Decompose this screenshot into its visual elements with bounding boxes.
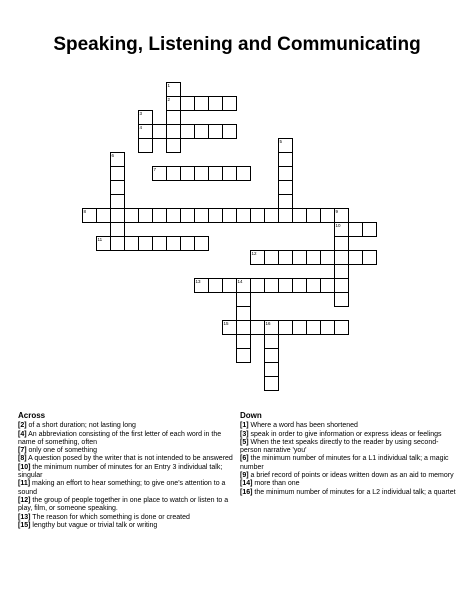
- clue-number: [2]: [18, 422, 27, 430]
- grid-cell[interactable]: [320, 250, 335, 265]
- clue-number-label: 4: [139, 124, 143, 130]
- clue-number: [13]: [18, 513, 31, 521]
- grid-cell[interactable]: [222, 96, 237, 111]
- grid-cell[interactable]: [222, 166, 237, 181]
- grid-cell[interactable]: [334, 264, 349, 279]
- clue-number-label: 8: [83, 208, 87, 214]
- clue-text: the minimum number of minutes for an Entry 3 individual talk; singular: [18, 463, 223, 480]
- grid-cell[interactable]: [292, 250, 307, 265]
- clue-text: A question posed by the writer that is not intended to be answered: [26, 455, 233, 463]
- clue-number-label: 11: [97, 236, 103, 242]
- grid-cell[interactable]: [222, 208, 237, 223]
- clue-number-label: 6: [111, 152, 115, 158]
- grid-cell[interactable]: [264, 362, 279, 377]
- grid-cell[interactable]: [306, 278, 321, 293]
- grid-cell[interactable]: [166, 110, 181, 125]
- down-heading: Down: [240, 411, 262, 420]
- across-clue: [18, 514, 233, 522]
- grid-cell[interactable]: [278, 208, 293, 223]
- clue-number: [10]: [18, 463, 31, 471]
- grid-cell[interactable]: [124, 236, 139, 251]
- clue-text: The reason for which something is done or created: [30, 513, 190, 521]
- clue-text: the group of people together in one place to watch or listen to a play, film, or someone speaking.: [18, 496, 229, 513]
- grid-cell[interactable]: [110, 222, 125, 237]
- grid-cell[interactable]: [194, 236, 209, 251]
- grid-cell[interactable]: [306, 320, 321, 335]
- grid-cell[interactable]: [208, 124, 223, 139]
- clue-number: [14]: [240, 480, 253, 488]
- clue-number: [12]: [18, 496, 31, 504]
- grid-cell[interactable]: [180, 124, 195, 139]
- clue-number-label: 13: [195, 278, 201, 284]
- grid-cell[interactable]: [278, 320, 293, 335]
- clue-text: When the text speaks directly to the reader by using second-person narrative 'you': [240, 438, 439, 455]
- clue-text: An abbreviation consisting of the first letter of each word in the name of something, often: [18, 430, 222, 446]
- grid-cell[interactable]: [320, 278, 335, 293]
- across-clues: [18, 412, 233, 530]
- grid-cell[interactable]: [194, 124, 209, 139]
- clue-text: speak in order to give information or express ideas or feelings: [248, 430, 442, 438]
- grid-cell[interactable]: [124, 208, 139, 223]
- clue-number: [9]: [240, 472, 249, 480]
- clue-number: [8]: [18, 455, 27, 463]
- grid-cell[interactable]: [334, 320, 349, 335]
- clue-text: a brief record of points or ideas written down as an aid to memory: [248, 472, 454, 480]
- grid-cell[interactable]: [250, 278, 265, 293]
- grid-cell[interactable]: [362, 250, 377, 265]
- down-clue: [240, 439, 458, 456]
- clue-text: making an effort to hear something; to give one's attention to a sound: [18, 480, 226, 496]
- across-clue: [18, 447, 233, 455]
- clue-text: only one of something: [26, 447, 97, 455]
- grid-cell[interactable]: [110, 166, 125, 181]
- grid-cell[interactable]: [152, 236, 167, 251]
- grid-cell[interactable]: [138, 138, 153, 153]
- grid-cell[interactable]: [180, 236, 195, 251]
- grid-cell[interactable]: [278, 250, 293, 265]
- clue-number-label: 9: [335, 208, 339, 214]
- clue-text: the minimum number of minutes for a L2 individual talk; a quartet: [252, 488, 456, 496]
- grid-cell[interactable]: [348, 222, 363, 237]
- across-clue: [18, 422, 233, 430]
- clue-text: more than one: [252, 480, 300, 488]
- clue-number-label: 10: [335, 222, 341, 228]
- across-clue: [18, 497, 233, 514]
- grid-cell[interactable]: [306, 250, 321, 265]
- clue-text: lengthy but vague or trivial talk or writing: [30, 521, 158, 529]
- grid-cell[interactable]: [138, 236, 153, 251]
- down-clue: [240, 489, 458, 497]
- grid-cell[interactable]: [292, 278, 307, 293]
- grid-cell[interactable]: [208, 96, 223, 111]
- across-clue-list: [18, 422, 233, 530]
- grid-cell[interactable]: [152, 208, 167, 223]
- clue-number-label: 14: [237, 278, 243, 284]
- down-clue: [240, 472, 458, 480]
- across-clue: [18, 480, 233, 497]
- clue-number: [3]: [240, 430, 249, 438]
- grid-cell[interactable]: [194, 208, 209, 223]
- grid-cell[interactable]: [264, 208, 279, 223]
- grid-cell[interactable]: [264, 278, 279, 293]
- clue-text: of a short duration; not lasting long: [26, 422, 136, 430]
- grid-cell[interactable]: [306, 208, 321, 223]
- across-heading: Across: [18, 411, 46, 420]
- grid-cell[interactable]: [264, 348, 279, 363]
- down-clue: [240, 480, 458, 488]
- clue-number: [1]: [240, 422, 249, 430]
- grid-cell[interactable]: [166, 236, 181, 251]
- clue-number-label: 2: [167, 96, 171, 102]
- grid-cell[interactable]: [292, 208, 307, 223]
- grid-cell[interactable]: [348, 250, 363, 265]
- clue-number-label: 15: [223, 320, 229, 326]
- down-clues: [240, 412, 458, 497]
- grid-cell[interactable]: [334, 278, 349, 293]
- grid-cell[interactable]: [236, 320, 251, 335]
- clue-text: Where a word has been shortened: [248, 422, 358, 430]
- grid-cell[interactable]: [278, 166, 293, 181]
- grid-cell[interactable]: [166, 166, 181, 181]
- grid-cell[interactable]: [278, 278, 293, 293]
- grid-cell[interactable]: [334, 250, 349, 265]
- down-clue: [240, 422, 458, 430]
- grid-cell[interactable]: [320, 320, 335, 335]
- grid-cell[interactable]: [110, 180, 125, 195]
- grid-cell[interactable]: [278, 152, 293, 167]
- across-clue: [18, 455, 233, 463]
- grid-cell[interactable]: [208, 278, 223, 293]
- grid-cell[interactable]: [110, 194, 125, 209]
- grid-cell[interactable]: [278, 194, 293, 209]
- down-clue-list: [240, 422, 458, 497]
- clue-number: [7]: [18, 447, 27, 455]
- clue-text: the minimum number of minutes for a L1 individual talk; a magic number: [240, 455, 449, 471]
- grid-cell[interactable]: [194, 96, 209, 111]
- grid-cell[interactable]: [278, 180, 293, 195]
- clue-number: [5]: [240, 438, 249, 446]
- grid-cell[interactable]: [250, 208, 265, 223]
- grid-cell[interactable]: [320, 208, 335, 223]
- clue-number-label: 1: [167, 82, 171, 88]
- grid-cell[interactable]: [180, 208, 195, 223]
- grid-cell[interactable]: [334, 236, 349, 251]
- grid-cell[interactable]: [96, 208, 111, 223]
- across-clue: [18, 464, 233, 481]
- grid-cell[interactable]: [166, 138, 181, 153]
- grid-cell[interactable]: [180, 166, 195, 181]
- clue-number-label: 16: [265, 320, 271, 326]
- across-clue: [18, 431, 233, 448]
- grid-cell[interactable]: [236, 348, 251, 363]
- clue-number: [6]: [240, 455, 249, 463]
- grid-cell[interactable]: [236, 306, 251, 321]
- clue-number: [4]: [18, 430, 27, 438]
- grid-cell[interactable]: [166, 208, 181, 223]
- grid-cell[interactable]: [264, 250, 279, 265]
- grid-cell[interactable]: [236, 208, 251, 223]
- grid-cell[interactable]: [110, 236, 125, 251]
- clue-number: [16]: [240, 488, 253, 496]
- grid-cell[interactable]: [264, 334, 279, 349]
- clue-number-label: 7: [153, 166, 157, 172]
- grid-cell[interactable]: [250, 320, 265, 335]
- grid-cell[interactable]: [138, 208, 153, 223]
- grid-cell[interactable]: [222, 124, 237, 139]
- grid-cell[interactable]: [236, 334, 251, 349]
- grid-cell[interactable]: [362, 222, 377, 237]
- across-clue: [18, 522, 233, 530]
- grid-cell[interactable]: [264, 376, 279, 391]
- page-title: Speaking, Listening and Communicating: [53, 34, 421, 55]
- grid-cell[interactable]: [292, 320, 307, 335]
- clue-number: [11]: [18, 480, 31, 488]
- clue-number: [15]: [18, 521, 31, 529]
- clue-number-label: 5: [279, 138, 283, 144]
- grid-cell[interactable]: [180, 96, 195, 111]
- grid-cell[interactable]: [152, 124, 167, 139]
- down-clue: [240, 431, 458, 439]
- grid-cell[interactable]: [110, 208, 125, 223]
- grid-cell[interactable]: [222, 278, 237, 293]
- grid-cell[interactable]: [166, 124, 181, 139]
- grid-cell[interactable]: [236, 166, 251, 181]
- grid-cell[interactable]: [208, 208, 223, 223]
- clue-number-label: 3: [139, 110, 143, 116]
- down-clue: [240, 455, 458, 472]
- grid-cell[interactable]: [334, 292, 349, 307]
- grid-cell[interactable]: [208, 166, 223, 181]
- grid-cell[interactable]: [194, 166, 209, 181]
- grid-cell[interactable]: [236, 292, 251, 307]
- clue-number-label: 12: [251, 250, 257, 256]
